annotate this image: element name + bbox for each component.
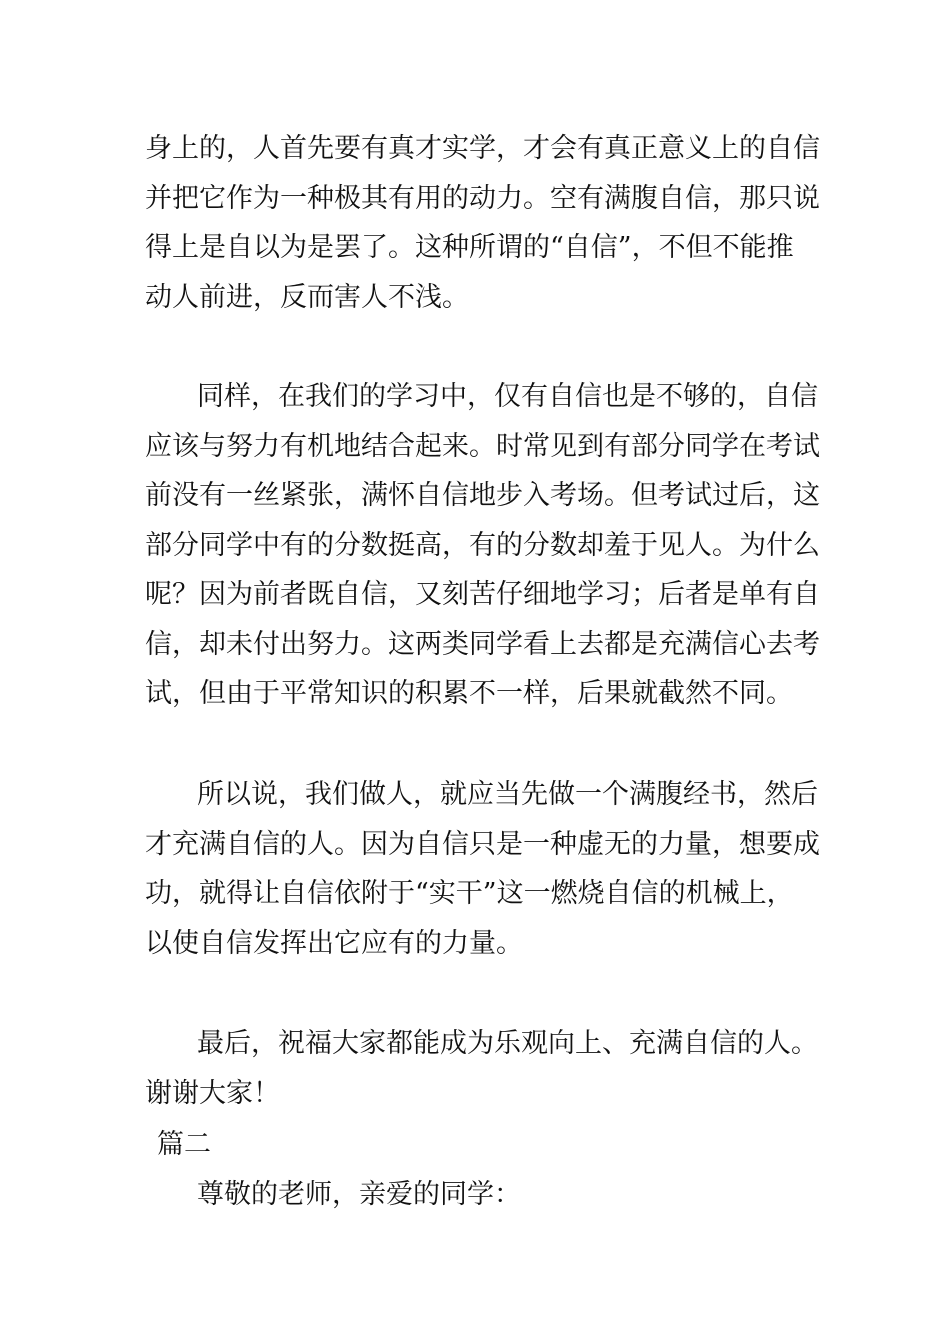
- text-line: 动人前进，反而害人不浅。: [145, 281, 469, 313]
- greeting-line: 尊敬的老师，亲爱的同学：: [197, 1179, 521, 1210]
- text-line: 应该与努力有机地结合起来。时常见到有部分同学在考试: [145, 430, 820, 462]
- text-line: 身上的，人首先要有真才实学，才会有真正意义上的自信: [145, 133, 820, 164]
- text-line: 最后，祝福大家都能成为乐观向上、充满自信的人。: [197, 1028, 818, 1059]
- section-heading: 篇二: [157, 1129, 211, 1160]
- text-line: 得上是自以为是罢了。这种所谓的“自信”，不但不能推: [145, 232, 794, 263]
- greeting-paragraph: [145, 1170, 810, 1220]
- paragraph-4: [145, 1019, 818, 1118]
- paragraph-2: [145, 372, 820, 719]
- text-line: 才充满自信的人。因为自信只是一种虚无的力量，想要成: [145, 828, 820, 860]
- paragraph-3: [145, 770, 820, 968]
- text-line: 所以说，我们做人，就应当先做一个满腹经书，然后: [197, 779, 818, 810]
- paragraph-1: [145, 124, 820, 322]
- text-line: 试，但由于平常知识的积累不一样，后果就截然不同。: [145, 678, 793, 709]
- text-line: 谢谢大家！: [145, 1077, 280, 1109]
- text-line: 以使自信发挥出它应有的力量。: [145, 927, 523, 959]
- text-line: 并把它作为一种极其有用的动力。空有满腹自信，那只说: [145, 182, 820, 214]
- text-line: 功，就得让自信依附于“实干”这一燃烧自信的机械上，: [145, 878, 794, 909]
- text-line: 部分同学中有的分数挺高，有的分数却羞于见人。为什么: [145, 529, 820, 561]
- text-line: 同样，在我们的学习中，仅有自信也是不够的，自信: [197, 381, 818, 412]
- text-line: 信，却未付出努力。这两类同学看上去都是充满信心去考: [145, 628, 820, 660]
- text-line: 前没有一丝紧张，满怀自信地步入考场。但考试过后，这: [145, 480, 820, 511]
- text-line: 呢？因为前者既自信，又刻苦仔细地学习；后者是单有自: [145, 579, 820, 610]
